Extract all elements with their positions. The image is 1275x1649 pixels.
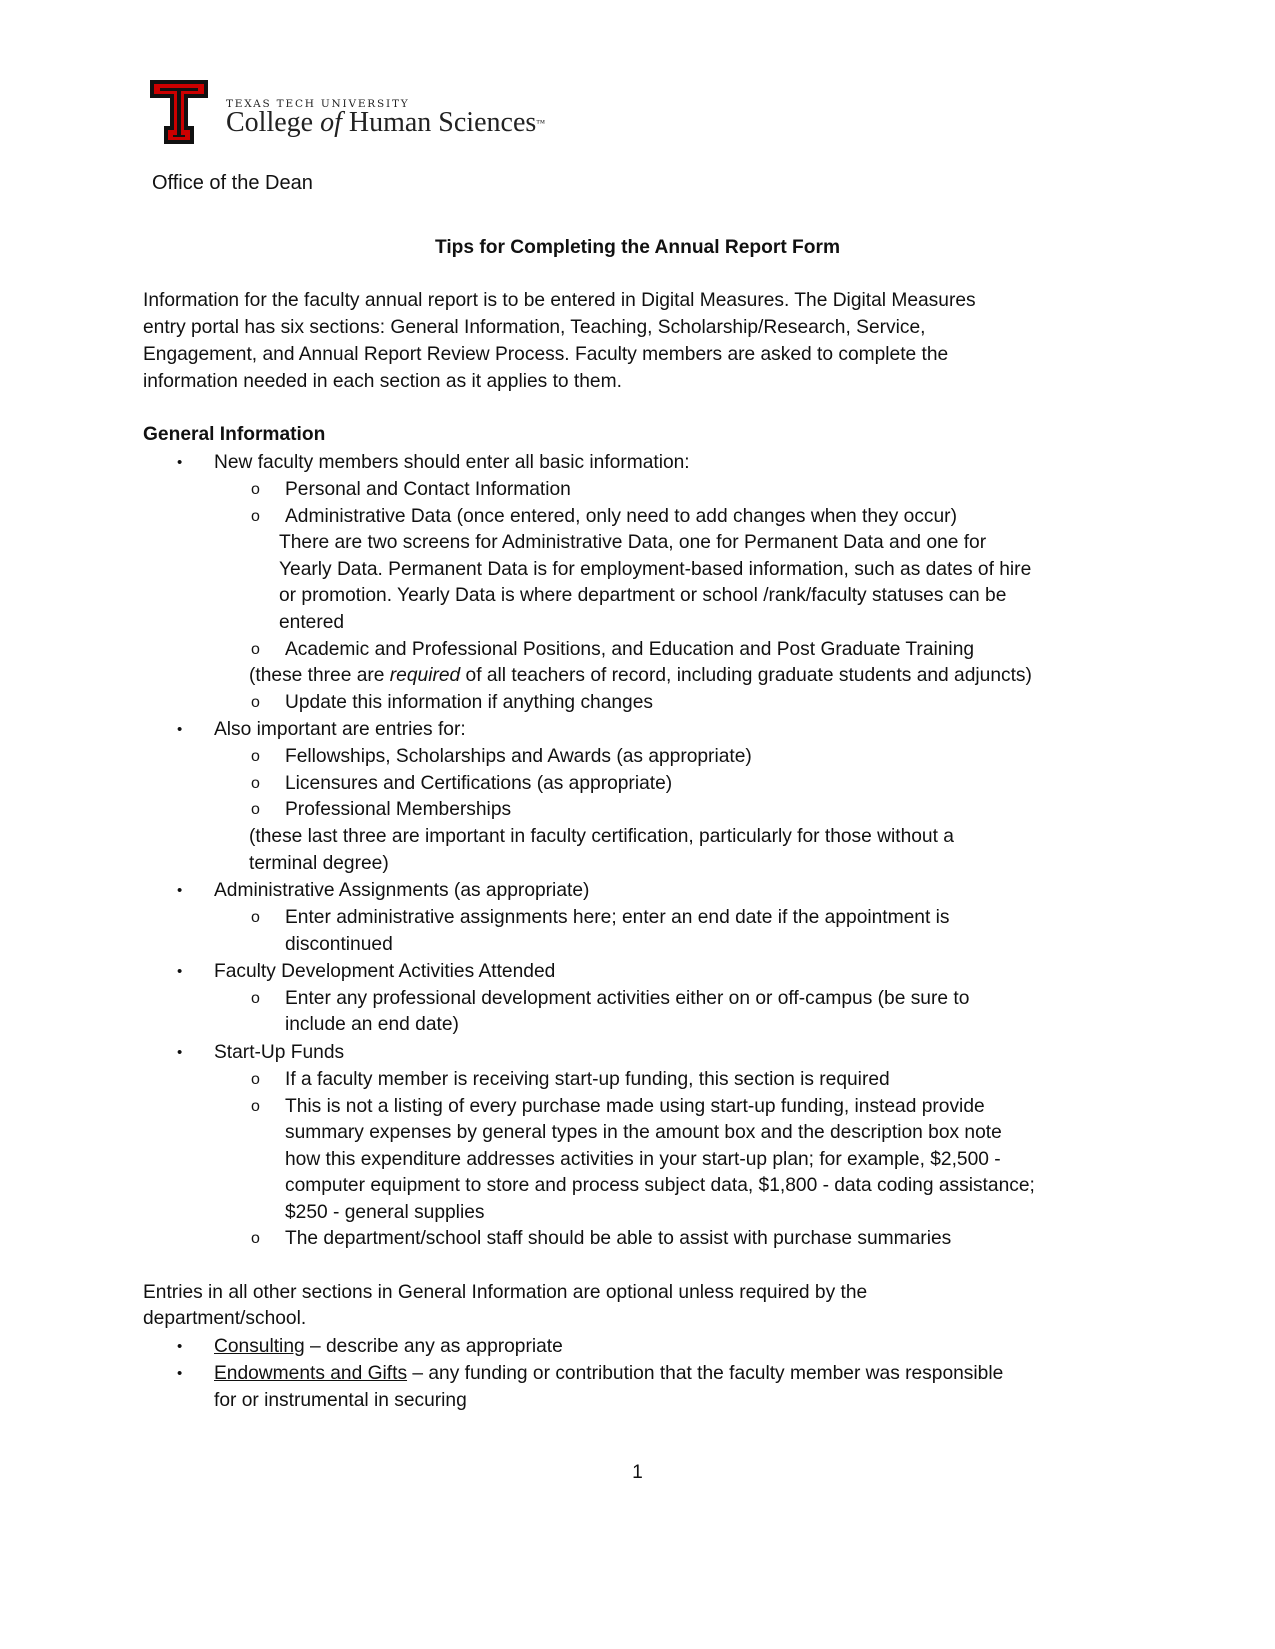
sub-list-item-cont: include an end date) <box>285 1014 459 1035</box>
sub-list-item: Personal and Contact Information <box>285 479 571 500</box>
sub-list-item: Enter any professional development activities either on or off-campus (be sure to <box>285 988 970 1009</box>
sub-bullet-glyph: o <box>251 481 260 498</box>
bullet-glyph: • <box>177 454 183 471</box>
sub-bullet-glyph: o <box>251 801 260 818</box>
sub-list-item: Academic and Professional Positions, and Education and Post Graduate Training <box>285 639 975 660</box>
sub-bullet-glyph: o <box>251 990 260 1007</box>
list-item: Start-Up Funds <box>214 1042 345 1063</box>
sub-list-item: Update this information if anything changes <box>285 692 653 713</box>
list-item: New faculty members should enter all basic information: <box>214 452 690 473</box>
sub-list-item: If a faculty member is receiving start-up funding, this section is required <box>285 1069 890 1090</box>
university-name: TEXAS TECH UNIVERSITY <box>226 98 410 110</box>
sub-bullet-glyph: o <box>251 1071 260 1088</box>
required-note: (these three are required of all teachers of record, including graduate students and adjuncts) <box>249 665 1032 686</box>
note-line: (these last three are important in faculty certification, particularly for those without a <box>249 826 954 847</box>
sub-list-item-cont: computer equipment to store and process subject data, $1,800 - data coding assistance; <box>285 1175 1035 1196</box>
closing-line: department/school. <box>143 1308 307 1329</box>
list-item: Endowments and Gifts – any funding or contribution that the faculty member was responsible <box>214 1363 1004 1384</box>
note-line: terminal degree) <box>249 853 389 874</box>
office-name: Office of the Dean <box>152 172 313 194</box>
sub-bullet-glyph: o <box>251 775 260 792</box>
sub-list-item-cont: $250 - general supplies <box>285 1202 485 1223</box>
page-number: 1 <box>632 1462 643 1483</box>
double-t-logo-icon <box>148 78 210 146</box>
sub-bullet-glyph: o <box>251 748 260 765</box>
intro-line: Information for the faculty annual report is to be entered in Digital Measures. The Digital Measures <box>143 290 976 311</box>
bullet-glyph: • <box>177 1338 183 1355</box>
sub-bullet-glyph: o <box>251 641 260 658</box>
bullet-glyph: • <box>177 963 183 980</box>
sub-list-item: Licensures and Certifications (as appropriate) <box>285 773 673 794</box>
sub-list-item-cont: discontinued <box>285 934 393 955</box>
sub-list-item: Enter administrative assignments here; enter an end date if the appointment is <box>285 907 950 928</box>
term-endowments: Endowments and Gifts <box>214 1363 408 1384</box>
bullet-glyph: • <box>177 1044 183 1061</box>
sub-bullet-glyph: o <box>251 1230 260 1247</box>
sub-bullet-glyph: o <box>251 1098 260 1115</box>
college-name: College of Human Sciences™ <box>226 107 546 138</box>
list-item-cont: for or instrumental in securing <box>214 1390 467 1411</box>
list-item: Also important are entries for: <box>214 719 466 740</box>
sub-list-item: Professional Memberships <box>285 799 512 820</box>
intro-line: information needed in each section as it applies to them. <box>143 371 622 392</box>
note-line: entered <box>279 612 345 633</box>
bullet-glyph: • <box>177 1365 183 1382</box>
document-title: Tips for Completing the Annual Report Form <box>434 237 841 258</box>
note-line: or promotion. Yearly Data is where department or school /rank/faculty statuses can be <box>279 585 1007 606</box>
closing-line: Entries in all other sections in General Information are optional unless required by the <box>143 1282 868 1303</box>
sub-bullet-glyph: o <box>251 909 260 926</box>
list-item: Administrative Assignments (as appropriate) <box>214 880 590 901</box>
logo <box>148 78 210 146</box>
sub-bullet-glyph: o <box>251 508 260 525</box>
sub-bullet-glyph: o <box>251 694 260 711</box>
bullet-glyph: • <box>177 721 183 738</box>
note-line: There are two screens for Administrative Data, one for Permanent Data and one for <box>279 532 987 553</box>
section-heading: General Information <box>143 424 326 445</box>
intro-line: Engagement, and Annual Report Review Process. Faculty members are asked to complete the <box>143 344 949 365</box>
note-line: Yearly Data. Permanent Data is for employment-based information, such as dates of hire <box>279 559 1032 580</box>
sub-list-item: The department/school staff should be able to assist with purchase summaries <box>285 1228 952 1249</box>
intro-line: entry portal has six sections: General Information, Teaching, Scholarship/Research, Service, <box>143 317 926 338</box>
term-consulting: Consulting <box>214 1336 305 1357</box>
sub-list-item: Administrative Data (once entered, only need to add changes when they occur) <box>285 506 957 527</box>
sub-list-item-cont: summary expenses by general types in the amount box and the description box note <box>285 1122 1002 1143</box>
list-item: Consulting – describe any as appropriate <box>214 1336 563 1357</box>
sub-list-item: This is not a listing of every purchase made using start-up funding, instead provide <box>285 1096 985 1117</box>
sub-list-item: Fellowships, Scholarships and Awards (as appropriate) <box>285 746 752 767</box>
bullet-glyph: • <box>177 882 183 899</box>
sub-list-item-cont: how this expenditure addresses activities in your start-up plan; for example, $2,500 - <box>285 1149 1001 1170</box>
list-item: Faculty Development Activities Attended <box>214 961 556 982</box>
